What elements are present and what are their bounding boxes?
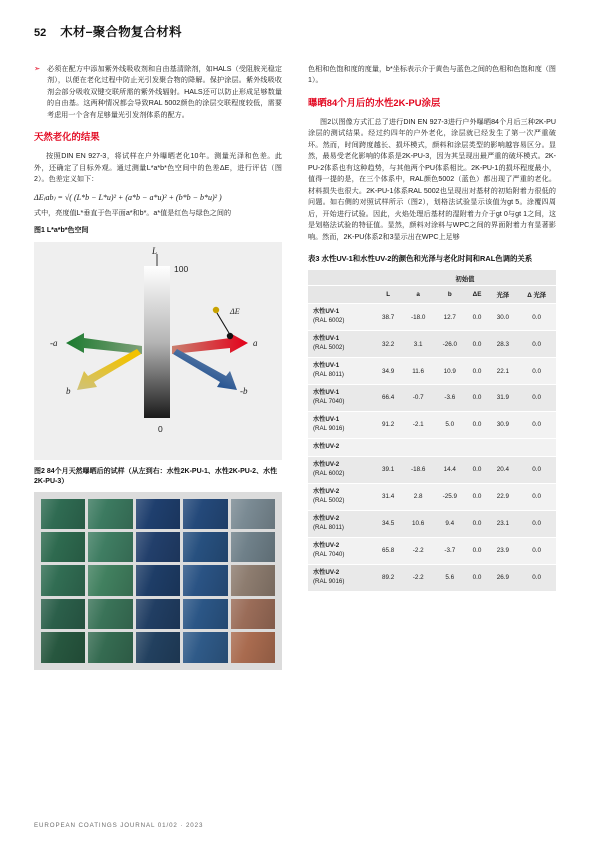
table-head — [308, 270, 556, 304]
paragraph-right-2: 图2以图像方式汇总了进行DIN EN 927-3进行户外曝晒84个月后三种2K-PU涂层的测试结果。经过约四年的户外老化，涂层就已经发生了第一次严重破坏。然而，时间跨度越长、损坏模式，颜料和涂层类型的影响越容易区分。显然，最易受老化影响的体系是2K-PU-3，因为其呈现出最严重的破坏模式。2K-PU-2体系也有这种趋势，与其他两个PU体系相比。2K-PU-1的损坏程度最小，值得一提的是，在三个体系中，RAL颜色5002（蓝色）都出现了严重的老化。材料损失也很大。2K-PU-1体系RAL 5002也呈现出对基材的初始附着力很低的问题。如右侧的对照试样所示（图2），划格法试验显示该值为gt 5。涂覆四周后，开始进行试验。因此，火焰处理后基材的湿附着力介于gt 0与gt 1之间，这是划格法试验的特征值。显然，颜料对涂料与WPC之间的界面附着力有显著影响。然而，2K-PU体系2和3显示出在WPC上足够 — [308, 117, 556, 241]
cell-delta-gloss: 0.0 — [517, 564, 556, 591]
table-section-row — [308, 438, 556, 456]
svg-text:b: b — [66, 385, 71, 396]
sample-swatch — [136, 599, 180, 629]
table-body — [308, 304, 556, 592]
left-column — [34, 64, 282, 670]
svg-text:0: 0 — [158, 423, 163, 434]
cell-delta-gloss: 0.0 — [517, 510, 556, 537]
cell-gloss: 22.9 — [489, 483, 518, 510]
cell-gloss: 23.9 — [489, 537, 518, 564]
table-row — [308, 564, 556, 591]
cell-b: -25.9 — [434, 483, 466, 510]
cell-a: -0.7 — [402, 385, 434, 412]
cell-a: 11.6 — [402, 358, 434, 385]
paragraph-aging-2: 式中，亮度值L*垂直于色平面a*和b*。a*值是红色与绿色之间的 — [34, 208, 232, 217]
cell-deltaE: 0.0 — [466, 385, 489, 412]
cell-delta-gloss: 0.0 — [517, 483, 556, 510]
cell-L: 65.8 — [374, 537, 402, 564]
cell-b: 10.9 — [434, 358, 466, 385]
cell-a: -2.1 — [402, 411, 434, 438]
sample-swatch — [136, 532, 180, 562]
sample-swatch — [231, 565, 275, 595]
cell-b: 5.0 — [434, 411, 466, 438]
cell-deltaE: 0.0 — [466, 411, 489, 438]
svg-text:-a: -a — [50, 337, 58, 348]
sample-swatch — [231, 599, 275, 629]
cell-L: 32.2 — [374, 331, 402, 358]
figure-1-lab-color-space — [34, 242, 282, 460]
figure-2-caption: 图2 84个月天然曝晒后的试样（从左到右：水性2K-PU-1、水性2K-PU-2、水性2K-PU-3） — [34, 467, 278, 486]
cell-deltaE: 0.0 — [466, 331, 489, 358]
col-header-b: b — [434, 286, 466, 304]
row-label: 水性UV-2 (RAL 6002) — [308, 456, 374, 483]
color-difference-formula: ΔE₍ab₎ = √( (L*b − L*u)² + (a*b − a*u)² + (b*b − b*u)² ) — [34, 192, 222, 202]
page-title: 木材–聚合物复合材料 — [60, 25, 182, 39]
cell-empty — [517, 438, 556, 456]
col-header-a: a — [402, 286, 434, 304]
cell-gloss: 23.1 — [489, 510, 518, 537]
figure-2-weathered-samples-photo — [34, 492, 282, 670]
sample-swatch — [88, 499, 132, 529]
row-label: 水性UV-1 (RAL 7040) — [308, 385, 374, 412]
cell-b: 12.7 — [434, 304, 466, 331]
cell-deltaE: 0.0 — [466, 358, 489, 385]
sample-swatch — [41, 599, 85, 629]
table-3-color-gloss — [308, 270, 556, 592]
cell-gloss: 26.9 — [489, 564, 518, 591]
sample-swatch — [136, 565, 180, 595]
sample-swatch — [183, 599, 227, 629]
page-header — [34, 22, 182, 40]
table-row — [308, 358, 556, 385]
table-row — [308, 483, 556, 510]
sample-swatch — [183, 532, 227, 562]
cell-L: 91.2 — [374, 411, 402, 438]
col-header-deltaE: ΔE — [466, 286, 489, 304]
cell-delta-gloss: 0.0 — [517, 456, 556, 483]
sample-swatch — [231, 632, 275, 662]
row-label: 水性UV-1 (RAL 8011) — [308, 358, 374, 385]
sample-swatch — [41, 632, 85, 662]
sample-swatch — [88, 599, 132, 629]
row-label: 水性UV-1 (RAL 6002) — [308, 304, 374, 331]
cell-L: 34.5 — [374, 510, 402, 537]
cell-b: 9.4 — [434, 510, 466, 537]
cell-deltaE: 0.0 — [466, 537, 489, 564]
cell-b: -3.7 — [434, 537, 466, 564]
sample-swatch — [136, 632, 180, 662]
sample-swatch — [88, 565, 132, 595]
cell-L: 31.4 — [374, 483, 402, 510]
lead-note-text: 必须在配方中添加紫外线吸收剂和自由基清除剂，如HALS（受阻胺光稳定剂），以便在老化过程中防止光引发聚合物的降解。保护涂层。紫外线吸收剂会部分吸收双键交联所需的紫外线辐射。HALS还可以防止形成足够数量的自由基。这两种情况都会导致RAL 5002颜色的涂层交联程度较低，需要考虑用一个含有足够量光引发剂体系的配方。 — [47, 65, 282, 119]
cell-gloss: 22.1 — [489, 358, 518, 385]
cell-gloss: 28.3 — [489, 331, 518, 358]
table-group-header-initial: 初始值 — [374, 270, 556, 286]
svg-text:a: a — [253, 337, 258, 348]
sample-swatch — [136, 499, 180, 529]
cell-delta-gloss: 0.0 — [517, 385, 556, 412]
cell-empty — [402, 438, 434, 456]
table-3-title: 表3 水性UV-1和水性UV-2的颜色和光泽与老化时间和RAL色调的关系 — [308, 253, 533, 263]
paragraph-aging-1: 按照DIN EN 927-3，将试样在户外曝晒老化10年。测量光泽和色差。此外，还确定了目标外观。通过测量L*a*b*色空间中的色差ΔE，进行评估（图2）。色差定义如下： — [34, 152, 282, 184]
svg-text:100: 100 — [174, 263, 189, 274]
sample-swatch — [88, 532, 132, 562]
row-label: 水性UV-1 (RAL 9016) — [308, 411, 374, 438]
page-number: 52 — [34, 27, 47, 39]
table-row — [308, 510, 556, 537]
col-header-gloss: 光泽 — [489, 286, 518, 304]
cell-deltaE: 0.0 — [466, 564, 489, 591]
col-header-delta-gloss: Δ 光泽 — [517, 286, 556, 304]
cell-gloss: 20.4 — [489, 456, 518, 483]
row-label: 水性UV-2 (RAL 7040) — [308, 537, 374, 564]
table-row — [308, 304, 556, 331]
col-header-0 — [308, 286, 374, 304]
svg-text:L: L — [152, 245, 158, 256]
cell-L: 66.4 — [374, 385, 402, 412]
sample-swatch — [41, 532, 85, 562]
table-row — [308, 537, 556, 564]
cell-gloss: 30.9 — [489, 411, 518, 438]
sample-swatch — [41, 565, 85, 595]
cell-b: -3.6 — [434, 385, 466, 412]
sample-swatch — [231, 499, 275, 529]
cell-delta-gloss: 0.0 — [517, 358, 556, 385]
cell-empty — [489, 438, 518, 456]
svg-text:ΔE: ΔE — [230, 306, 240, 316]
table-row — [308, 456, 556, 483]
sample-swatch — [88, 632, 132, 662]
cell-deltaE: 0.0 — [466, 483, 489, 510]
row-label: 水性UV-2 — [308, 438, 374, 456]
paragraph-right-1: 色相和色饱和度的度量，b*坐标表示介于黄色与蓝色之间的色相和色饱和度（图1）。 — [308, 65, 556, 85]
cell-gloss: 31.9 — [489, 385, 518, 412]
table-column-header-row — [308, 286, 556, 304]
cell-gloss: 30.0 — [489, 304, 518, 331]
row-label: 水性UV-2 (RAL 9016) — [308, 564, 374, 591]
section-heading-2kpu-84months: 曝晒84个月后的水性2K-PU涂层 — [308, 96, 441, 108]
section-heading-natural-aging: 天然老化的结果 — [34, 131, 100, 143]
cell-a: -2.2 — [402, 537, 434, 564]
col-header-L: L — [374, 286, 402, 304]
cell-L: 38.7 — [374, 304, 402, 331]
figure-1-caption: 图1 L*a*b*色空间 — [34, 227, 89, 235]
cell-delta-gloss: 0.0 — [517, 331, 556, 358]
cell-a: -18.6 — [402, 456, 434, 483]
cell-a: 3.1 — [402, 331, 434, 358]
cell-b: -26.0 — [434, 331, 466, 358]
table-row — [308, 331, 556, 358]
arrow-icon: ➣ — [34, 64, 41, 73]
cell-a: 2.8 — [402, 483, 434, 510]
sample-swatch — [231, 532, 275, 562]
cell-delta-gloss: 0.0 — [517, 411, 556, 438]
table-group-header-row — [308, 270, 556, 286]
cell-L: 39.1 — [374, 456, 402, 483]
cell-delta-gloss: 0.0 — [517, 537, 556, 564]
sample-swatch — [183, 565, 227, 595]
sample-swatch — [41, 499, 85, 529]
cell-empty — [374, 438, 402, 456]
table-corner-cell — [308, 270, 374, 286]
sample-swatch — [183, 632, 227, 662]
cell-empty — [466, 438, 489, 456]
cell-a: 10.6 — [402, 510, 434, 537]
cell-a: -2.2 — [402, 564, 434, 591]
right-column — [308, 64, 556, 592]
cell-b: 14.4 — [434, 456, 466, 483]
table-row — [308, 385, 556, 412]
cell-L: 89.2 — [374, 564, 402, 591]
row-label: 水性UV-2 (RAL 8011) — [308, 510, 374, 537]
cell-a: -18.0 — [402, 304, 434, 331]
cell-deltaE: 0.0 — [466, 304, 489, 331]
svg-text:-b: -b — [240, 385, 248, 396]
table-row — [308, 411, 556, 438]
cell-L: 34.9 — [374, 358, 402, 385]
lead-note — [34, 64, 282, 121]
sample-swatch — [183, 499, 227, 529]
page-footer: EUROPEAN COATINGS JOURNAL 01/02 · 2023 — [34, 822, 204, 829]
cell-deltaE: 0.0 — [466, 456, 489, 483]
lab-color-space-svg — [34, 242, 282, 460]
cell-delta-gloss: 0.0 — [517, 304, 556, 331]
row-label: 水性UV-2 (RAL 5002) — [308, 483, 374, 510]
row-label: 水性UV-1 (RAL 5002) — [308, 331, 374, 358]
cell-deltaE: 0.0 — [466, 510, 489, 537]
cell-b: 5.6 — [434, 564, 466, 591]
cell-empty — [434, 438, 466, 456]
